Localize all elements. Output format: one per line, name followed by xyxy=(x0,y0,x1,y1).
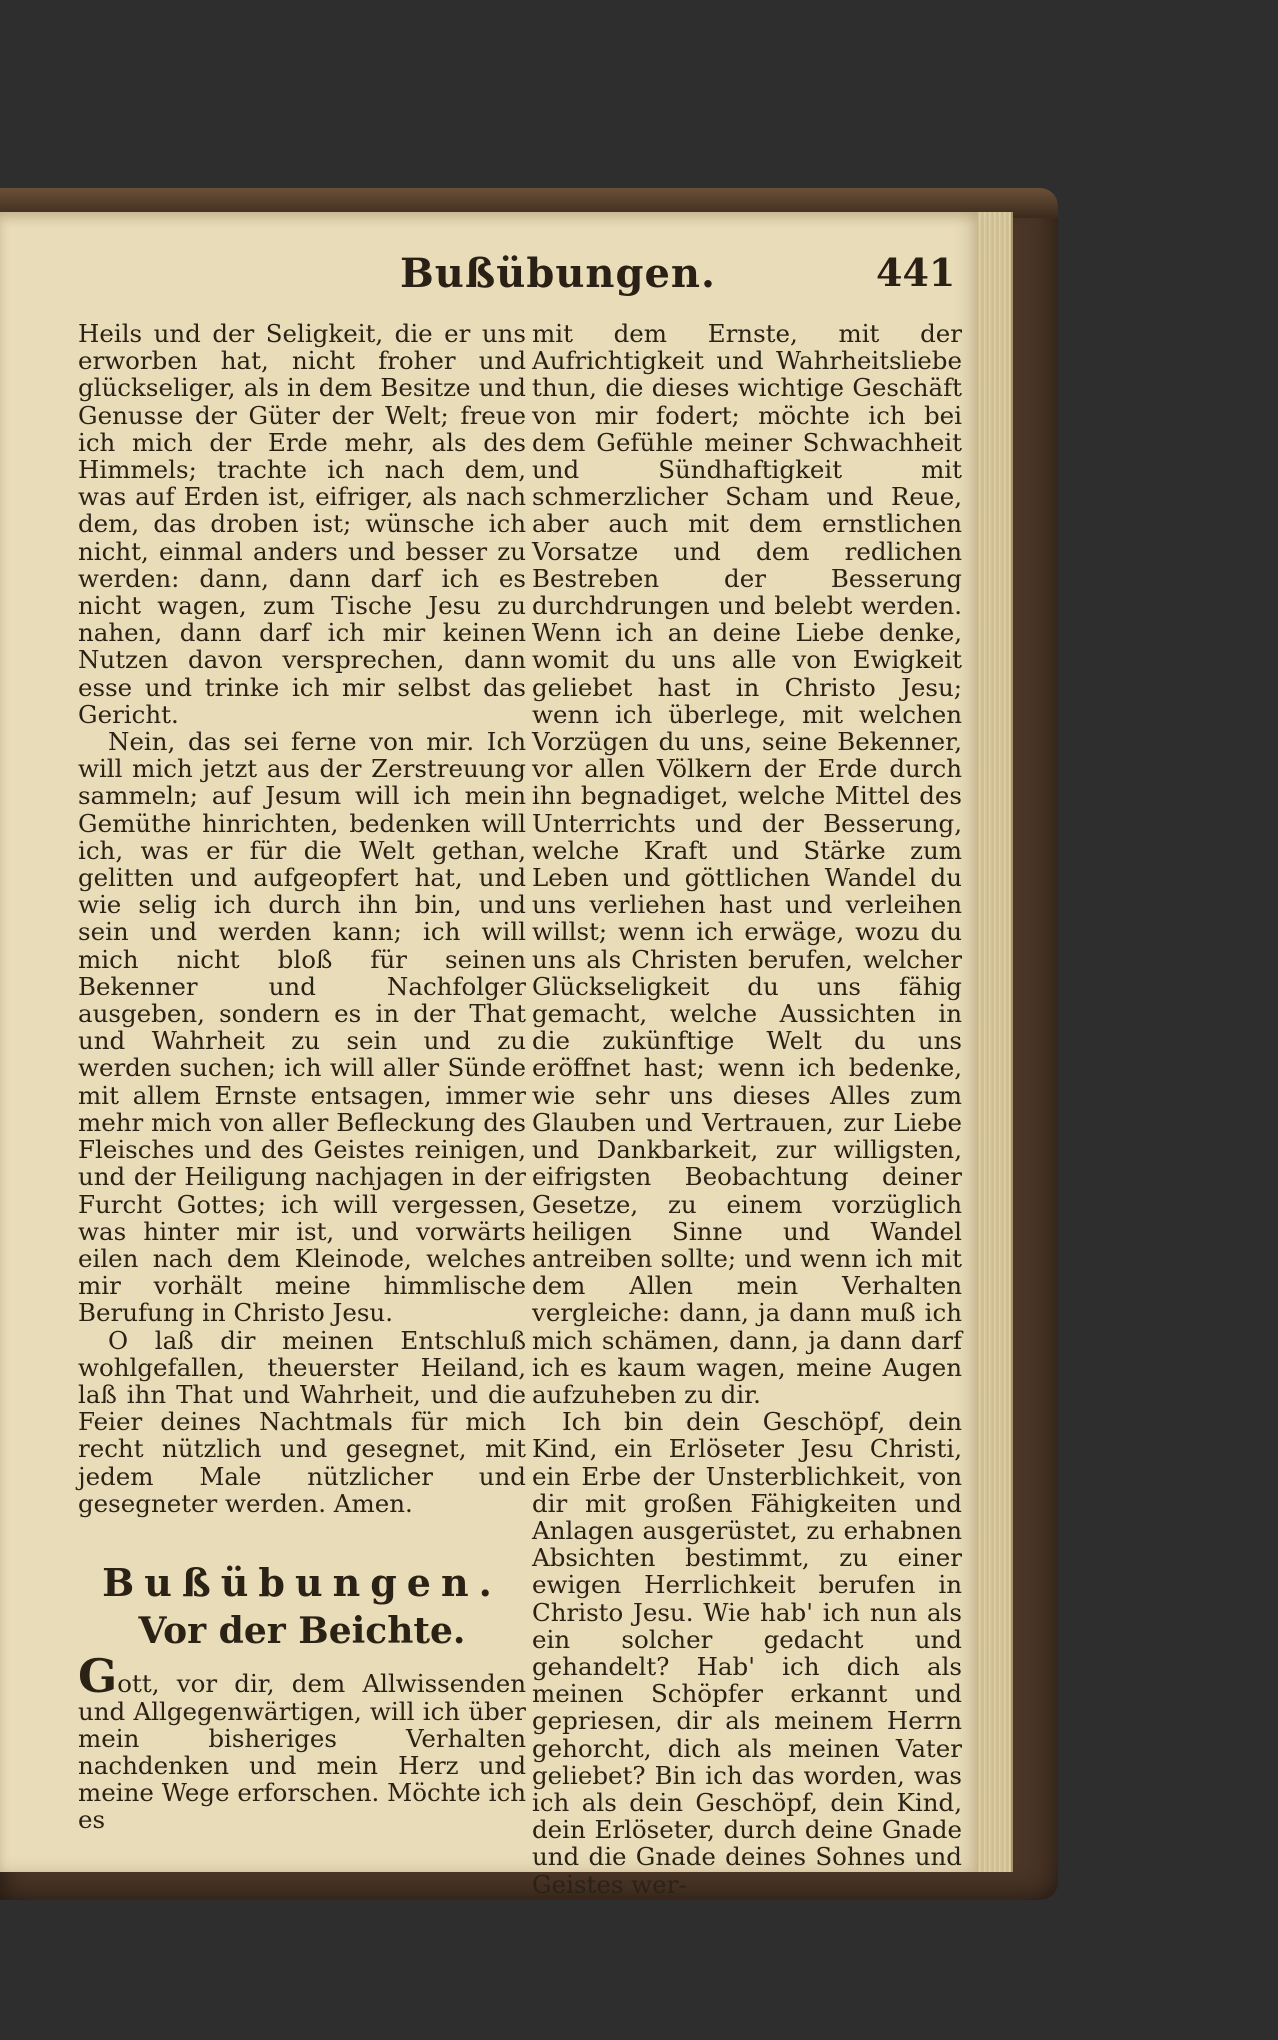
page-number: 441 xyxy=(876,250,956,295)
left-paragraph-4 xyxy=(78,1649,526,1835)
sub-heading: Vor der Beichte. xyxy=(138,1610,466,1653)
section-heading: Bußübungen. xyxy=(102,1559,502,1605)
right-paragraph-1: mit dem Ernste, mit der Aufrichtigkeit und Wahrheitsliebe thun, die dieses wichtige Geschäft von mir fodert; möchte ich bei dem Gefühle meiner Schwachheit und Sündhaftigkeit mit schmerzlicher Scham und Reue, aber auch mit dem ernstlichen Vorsatze und dem redlichen Bestreben der Besserung durchdrungen und belebt werden. Wenn ich an deine Liebe denke, womit du uns alle von Ewigkeit geliebet hast in Christo Jesu; wenn ich überlege, mit welchen Vorzügen du uns, seine Bekenner, vor allen Völkern der Erde durch ihn begnadiget, welche Mittel des Unterrichts und der Besserung, welche Kraft und Stärke zum Leben und göttlichen Wandel du uns verliehen hast und verleihen willst; wenn ich erwäge, wozu du uns als Christen berufen, welcher Glückseligkeit du uns fähig gemacht, welche Aussichten in die zukünftige Welt du uns eröffnet hast; wenn ich bedenke, wie sehr uns dieses Alles zum Glauben und Vertrauen, zur Liebe und Dankbarkeit, zur willigsten, eifrigsten Beobachtung deiner Gesetze, zu einem vorzüglich heiligen Sinne und Wandel antreiben sollte; und wenn ich mit dem Allen mein Verhalten vergleiche: dann, ja dann muß ich mich schämen, dann, ja dann darf ich es kaum wagen, meine Augen aufzuheben zu dir. xyxy=(532,319,962,1409)
left-column xyxy=(78,320,526,1834)
running-head xyxy=(0,250,978,310)
drop-cap: G xyxy=(78,1649,118,1704)
running-title: Bußübungen. xyxy=(400,250,716,297)
right-paragraph-2: Ich bin dein Geschöpf, dein Kind, ein Erlöseter Jesu Christi, ein Erbe der Unsterblichkeit, von dir mit großen Fähigkeiten und Anlagen ausgerüstet, zu erhabnen Absichten bestimmt, zu einer ewigen Herrlichkeit berufen in Christo Jesu. Wie hab' ich nun als ein solcher gedacht und gehandelt? Hab' ich dich als meinen Schöpfer erkannt und gepriesen, dir als meinem Herrn gehorcht, dich als meinen Vater geliebet? Bin ich das worden, was ich als dein Geschöpf, dein Kind, dein Erlöseter, durch deine Gnade und die Gnade deines Sohnes und Geistes wer- xyxy=(532,1407,962,1899)
left-paragraph-2: Nein, das sei ferne von mir. Ich will mich jetzt aus der Zerstreuung sammeln; auf Jesum will ich mein Gemüthe hinrichten, bedenken will ich, was er für die Welt gethan, gelitten und aufgeopfert hat, und wie selig ich durch ihn bin, und sein und werden kann; ich will mich nicht bloß für seinen Bekenner und Nachfolger ausgeben, sondern es in der That und Wahrheit zu sein und zu werden suchen; ich will aller Sünde mit allem Ernste entsagen, immer mehr mich von aller Befleckung des Fleisches und des Geistes reinigen, und der Heiligung nachjagen in der Furcht Gottes; ich will vergessen, was hinter mir ist, und vorwärts eilen nach dem Kleinode, welches mir vorhält meine himmlische Berufung in Christo Jesu. xyxy=(78,727,526,1328)
right-column xyxy=(532,320,962,1898)
left-paragraph-4-text: ott, vor dir, dem Allwissenden und Allgegenwärtigen, will ich über mein bisheriges Verhalten nachdenken und mein Herz und meine Wege erforschen. Möchte ich es xyxy=(78,1669,526,1835)
left-paragraph-1: Heils und der Seligkeit, die er uns erworben hat, nicht froher und glückseliger, als in dem Besitze und Genusse der Güter der Welt; freue ich mich der Erde mehr, als des Himmels; trachte ich nach dem, was auf Erden ist, eifriger, als nach dem, das droben ist; wünsche ich nicht, einmal anders und besser zu werden: dann, dann darf ich es nicht wagen, zum Tische Jesu zu nahen, dann darf ich mir keinen Nutzen davon versprechen, dann esse und trinke ich mir selbst das Gericht. xyxy=(78,319,526,729)
book-page xyxy=(0,212,978,1899)
page-stack-edge xyxy=(975,212,1013,1872)
left-paragraph-3: O laß dir meinen Entschluß wohlgefallen, theuerster Heiland, laß ihn That und Wahrheit, und die Feier deines Nachtmals für mich recht nützlich und gesegnet, mit jedem Male nützlicher und gesegneter werden. Amen. xyxy=(78,1325,526,1518)
